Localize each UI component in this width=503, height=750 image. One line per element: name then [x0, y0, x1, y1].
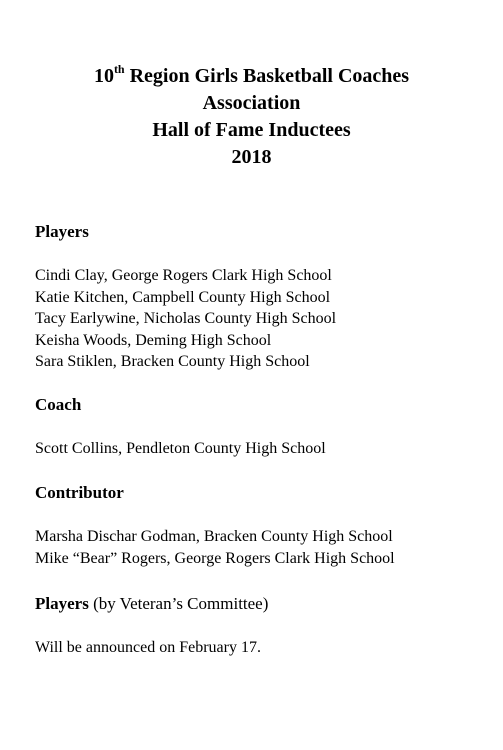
- players-heading: Players: [35, 222, 89, 241]
- title-ordinal-suffix: th: [113, 62, 125, 77]
- title-line-1-text: Region Girls Basketball Coaches: [124, 65, 410, 87]
- title-line-3: Hall of Fame Inductees: [152, 119, 351, 141]
- coach-heading: Coach: [35, 395, 82, 414]
- title-line-1: [0, 63, 503, 90]
- list-item: Mike “Bear” Rogers, George Rogers Clark High School: [35, 549, 395, 567]
- contributor-heading: Contributor: [35, 483, 124, 502]
- veterans-heading-note: (by Veteran’s Committee): [88, 594, 269, 613]
- list-item: Scott Collins, Pendleton County High School: [35, 440, 326, 457]
- title-line-2: Association: [202, 92, 301, 114]
- veterans-list: [35, 637, 261, 659]
- title-year: 2018: [231, 146, 272, 168]
- document-title: [0, 63, 503, 171]
- players-list: [35, 265, 336, 373]
- title-ordinal-number: 10: [93, 65, 114, 87]
- list-item: Katie Kitchen, Campbell County High School: [35, 288, 331, 306]
- veterans-heading-label: Players: [35, 594, 89, 613]
- contributor-list: [35, 526, 395, 569]
- list-item: Keisha Woods, Deming High School: [35, 331, 272, 349]
- list-item: Sara Stiklen, Bracken County High School: [35, 353, 310, 370]
- veterans-heading: [35, 593, 268, 615]
- list-item: Cindi Clay, George Rogers Clark High School: [35, 267, 332, 284]
- list-item: Marsha Dischar Godman, Bracken County High School: [35, 528, 393, 545]
- coach-list: [35, 438, 326, 460]
- list-item: Will be announced on February 17.: [35, 639, 261, 656]
- list-item: Tacy Earlywine, Nicholas County High School: [35, 310, 337, 327]
